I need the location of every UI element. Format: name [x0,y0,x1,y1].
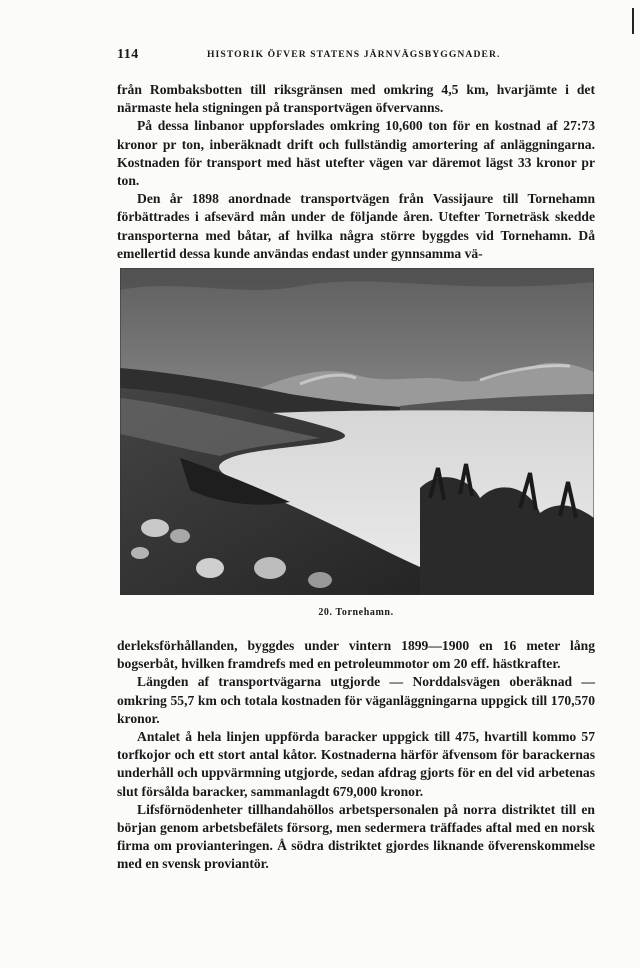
body-text-top [117,81,595,263]
paragraph: Den år 1898 anordnade transportvägen från Vassijaure till Tornehamn förbättrades i afsevärd mån under de följande åren. Utefter Torneträsk skedde transporterna med båtar, af hvilka några större byggdes vid Tornehamn. Då emellertid dessa kunde användas endast under gynnsamma vä- [117,191,595,261]
figure-caption: 20. Tornehamn. [318,607,394,618]
paragraph: Lifsförnödenheter tillhandahöllos arbetspersonalen på norra distriktet till en början genom arbetsbefälets försorg, men sedermera träffades aftal med en norsk firma om provianteringen. Å södra distriktet gjordes liknande öfverenskommelse med en svensk proviantör. [117,801,595,872]
body-text-bottom [117,637,595,874]
page-number: 114 [117,47,139,62]
page-edge-mark [632,8,634,34]
paragraph: derleksförhållanden, byggdes under vintern 1899—1900 en 16 meter lång bogserbåt, hvilken framdrefs med en petroleummotor om 20 eff. hästkrafter. [117,638,595,672]
page-header [117,47,595,65]
paragraph: På dessa linbanor uppforslades omkring 10,600 ton för en kostnad af 27:73 kronor pr ton, inberäknadt drift och fullständig amortering af anläggningarna. Kostnaden för transport med häst utefter vägen var däremot lägst 33 kronor pr ton. [117,118,595,189]
running-title: HISTORIK ÖFVER STATENS JÄRNVÄGSBYGGNADER. [207,49,501,60]
landscape-photo [120,268,594,595]
paragraph: Längden af transportvägarna utgjorde — Norddalsvägen oberäknad — omkring 55,7 km och totala kostnaden för väganläggningarna uppgick till 170,570 kronor. [117,674,595,726]
paragraph: från Rombaksbotten till riksgränsen med omkring 4,5 km, hvarjämte i det närmaste hela stigningen på transportvägen öfvervanns. [117,82,595,116]
paragraph: Antalet å hela linjen uppförda baracker uppgick till 475, hvartill kommo 57 torfkojor och ett stort antal kåtor. Kostnaderna härför äfvensom för barackernas underhåll och uppvärmning utgjorde, sedan afdrag gjorts för en del vid arbetenas slut försålda baracker, sammanlagdt 679,000 kronor. [117,729,595,799]
